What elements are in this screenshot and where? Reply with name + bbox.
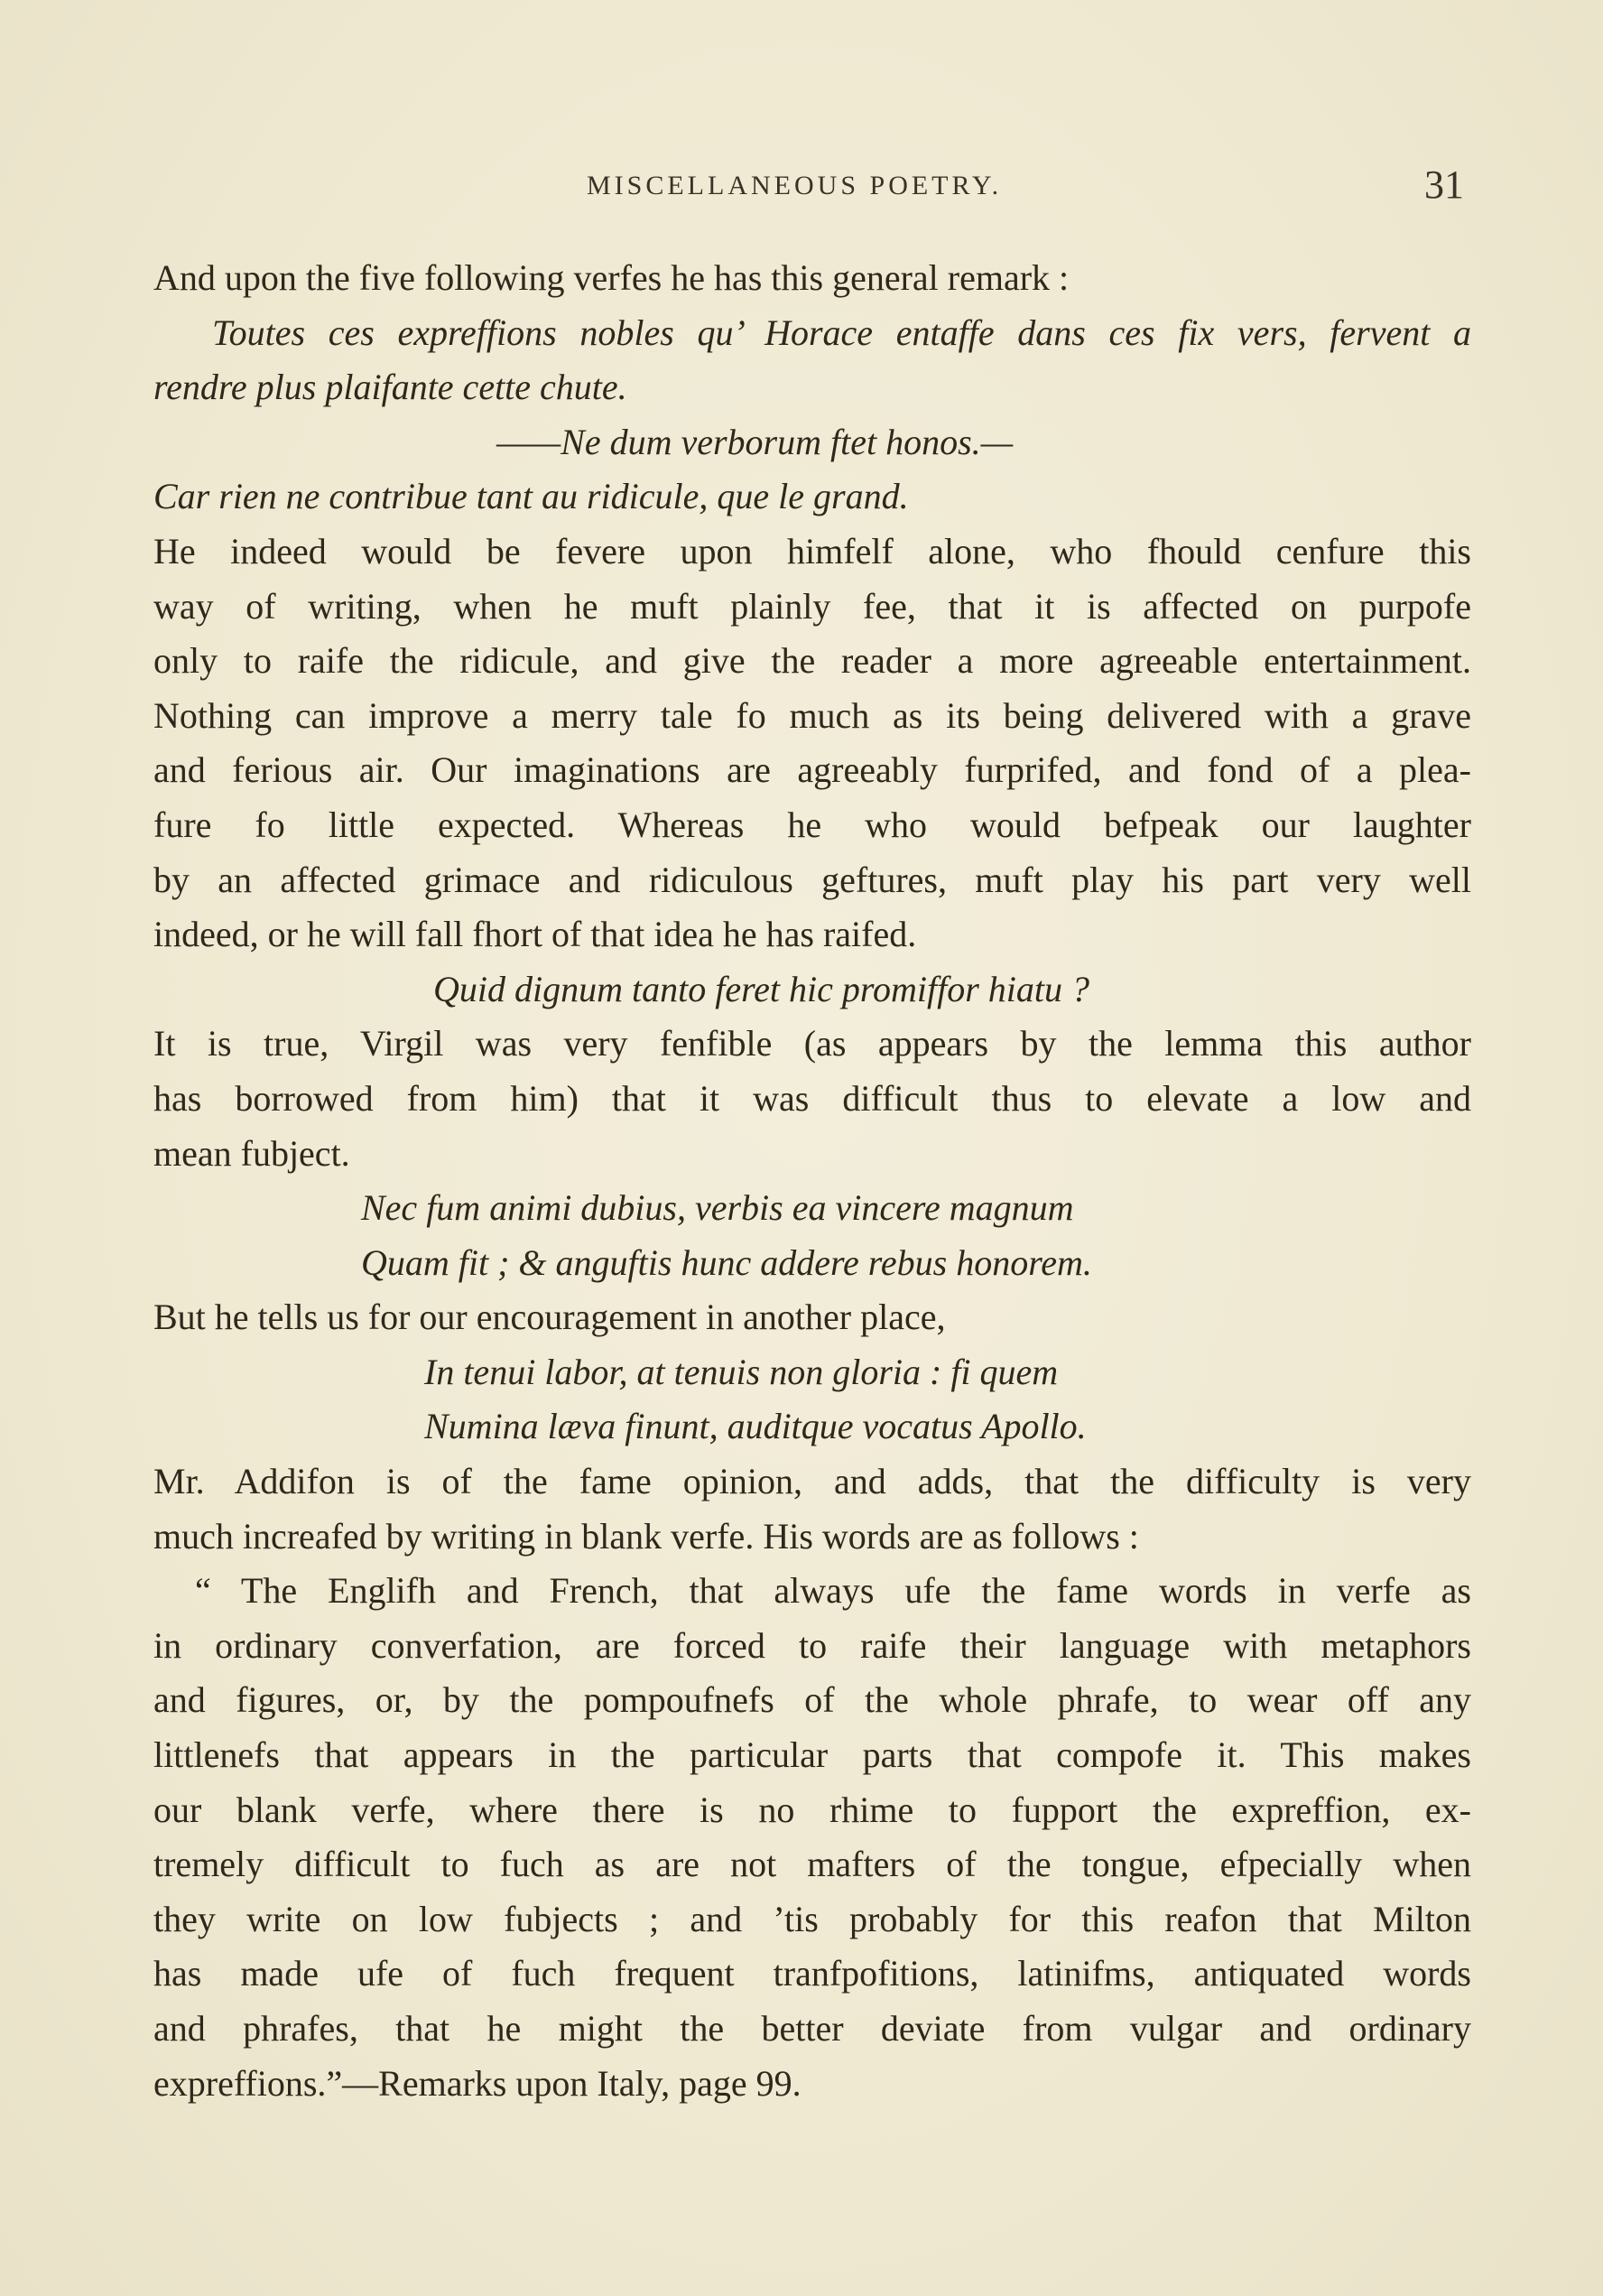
text-line: Mr. Addifon is of the fame opinion, and adds, that the difficulty is very xyxy=(153,1461,1471,1502)
text-line: tremely difficult to fuch as are not mafters of the tongue, efpecially when xyxy=(153,1844,1471,1885)
text-line: much increafed by writing in blank verfe. His words are as follows : xyxy=(153,1515,1139,1557)
french-quote-line: Toutes ces expreffions nobles qu’ Horace entaffe dans ces fix vers, fervent a xyxy=(212,311,1471,353)
text-line: our blank verfe, where there is no rhime to fupport the expreffion, ex- xyxy=(153,1789,1471,1830)
latin-quote-line: Numina læva finunt, auditque vocatus Apollo. xyxy=(424,1406,1087,1447)
text-line: only to raife the ridicule, and give the reader a more agreeable entertainment. xyxy=(153,640,1471,682)
text-line: fure fo little expected. Whereas he who would befpeak our laughter xyxy=(153,804,1471,845)
text-line: by an affected grimace and ridiculous geftures, muft play his part very well xyxy=(153,859,1471,900)
text-line: and phrafes, that he might the better deviate from vulgar and ordinary xyxy=(153,2008,1471,2049)
text-line: mean fubject. xyxy=(153,1132,350,1174)
latin-quote-line: Quid dignum tanto feret hic promiffor hiatu ? xyxy=(433,968,1090,1009)
text-line: And upon the five following verfes he has this general remark : xyxy=(153,257,1070,298)
latin-quote-line: ——Ne dum verborum ftet honos.— xyxy=(496,421,1014,462)
latin-quote-line: In tenui labor, at tenuis non gloria : fi quem xyxy=(424,1351,1059,1392)
text-line: “ The Englifh and French, that always ufe the fame words in verfe as xyxy=(195,1570,1471,1612)
text-line: littlenefs that appears in the particular parts that compofe it. This makes xyxy=(153,1734,1471,1776)
text-line: and figures, or, by the pompoufnefs of the whole phrafe, to wear off any xyxy=(153,1679,1471,1721)
page-header xyxy=(0,165,1603,210)
latin-quote-line: Nec fum animi dubius, verbis ea vincere magnum xyxy=(361,1187,1074,1229)
running-head: MISCELLANEOUS POETRY. xyxy=(587,171,1003,200)
text-line: way of writing, when he muft plainly fee, that it is affected on purpofe xyxy=(153,585,1471,627)
text-line: in ordinary converfation, are forced to raife their language with metaphors xyxy=(153,1624,1471,1666)
text-line: expreffions.”—Remarks upon Italy, page 99. xyxy=(153,2062,802,2104)
text-line: has made ufe of fuch frequent tranfpofitions, latinifms, antiquated words xyxy=(153,1953,1471,1994)
text-line: But he tells us for our encouragement in another place, xyxy=(153,1297,946,1338)
text-line: they write on low fubjects ; and ’tis probably for this reafon that Milton xyxy=(153,1898,1471,1939)
page-number: 31 xyxy=(1424,163,1464,207)
text-line: It is true, Virgil was very fenfible (as appears by the lemma this author xyxy=(153,1023,1471,1064)
french-quote-line: Car rien ne contribue tant au ridicule, que le grand. xyxy=(153,476,909,517)
text-line: has borrowed from him) that it was difficult thus to elevate a low and xyxy=(153,1077,1471,1119)
french-quote-line: rendre plus plaifante cette chute. xyxy=(153,367,627,408)
text-line: Nothing can improve a merry tale fo much as its being delivered with a grave xyxy=(153,694,1471,736)
text-line: indeed, or he will fall fhort of that idea he has raifed. xyxy=(153,914,917,955)
latin-quote-line: Quam fit ; & anguftis hunc addere rebus honorem. xyxy=(361,1241,1092,1283)
text-line: and ferious air. Our imaginations are agreeably furprifed, and fond of a plea- xyxy=(153,749,1471,791)
text-line: He indeed would be fevere upon himfelf alone, who fhould cenfure this xyxy=(153,530,1471,572)
body-text xyxy=(153,251,1471,2111)
